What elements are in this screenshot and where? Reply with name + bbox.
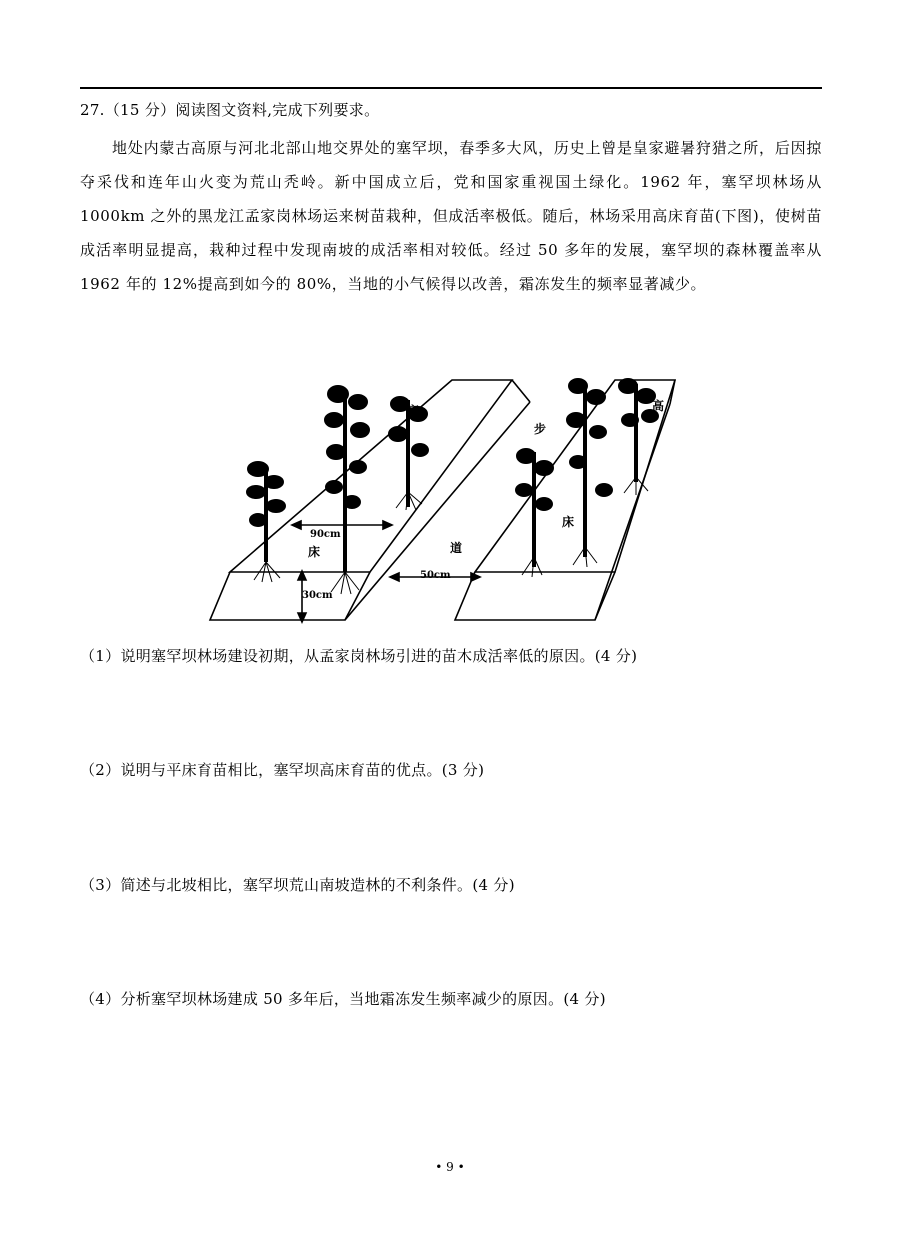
sub-question-1: （1）说明塞罕坝林场建设初期，从孟家岗林场引进的苗木成活率低的原因。(4 分) <box>80 647 638 665</box>
left-bed-front <box>210 572 370 620</box>
sub-question-4: （4）分析塞罕坝林场建成 50 多年后，当地霜冻发生频率减少的原因。(4 分) <box>80 990 606 1008</box>
seedling-6 <box>620 380 657 482</box>
label-dao: 道 <box>450 541 463 555</box>
sub-question-3: （3）简述与北坡相比，塞罕坝荒山南坡造林的不利条件。(4 分) <box>80 876 515 894</box>
question-title: 27.（15 分）阅读图文资料,完成下列要求。 <box>80 101 380 119</box>
right-bed-front <box>455 572 615 620</box>
label-50cm: 50cm <box>420 570 451 581</box>
page-number: • 9 • <box>435 1160 465 1174</box>
label-gao-right: 高 <box>652 399 665 413</box>
label-bu: 步 <box>534 422 547 436</box>
label-90cm: 90cm <box>310 529 341 540</box>
label-chuang-left: 床 <box>308 545 321 559</box>
sub-question-2: （2）说明与平床育苗相比，塞罕坝高床育苗的优点。(3 分) <box>80 761 485 779</box>
header-rule <box>80 87 822 89</box>
high-bed-figure <box>200 372 676 628</box>
label-gao-left: 高 <box>407 404 420 418</box>
label-chuang-right: 床 <box>562 515 575 529</box>
seedling-1 <box>248 463 284 562</box>
seedling-2 <box>326 387 368 572</box>
question-paragraph: 地处内蒙古高原与河北北部山地交界处的塞罕坝，春季多大风，历史上曾是皇家避暑狩猎之所，后因掠夺采伐和连年山火变为荒山秃岭。新中国成立后，党和国家重视国土绿化。1962 年，塞罕坝林场从 1000km 之外的黑龙江孟家岗林场运来树苗栽种，但成活率极低。随后，林场采用高床育苗(下图)，使树苗成活率明显提高，栽种过程中发现南坡的成活率相对较低。经过 50 多年的发展，塞罕坝的森林覆盖率从 1962 年的 12%提高到如今的 80%，当地的小气候得以改善，霜冻发生的频率显著减少。 <box>80 139 822 293</box>
label-30cm: 30cm <box>302 590 333 601</box>
seedling-5 <box>568 380 611 557</box>
